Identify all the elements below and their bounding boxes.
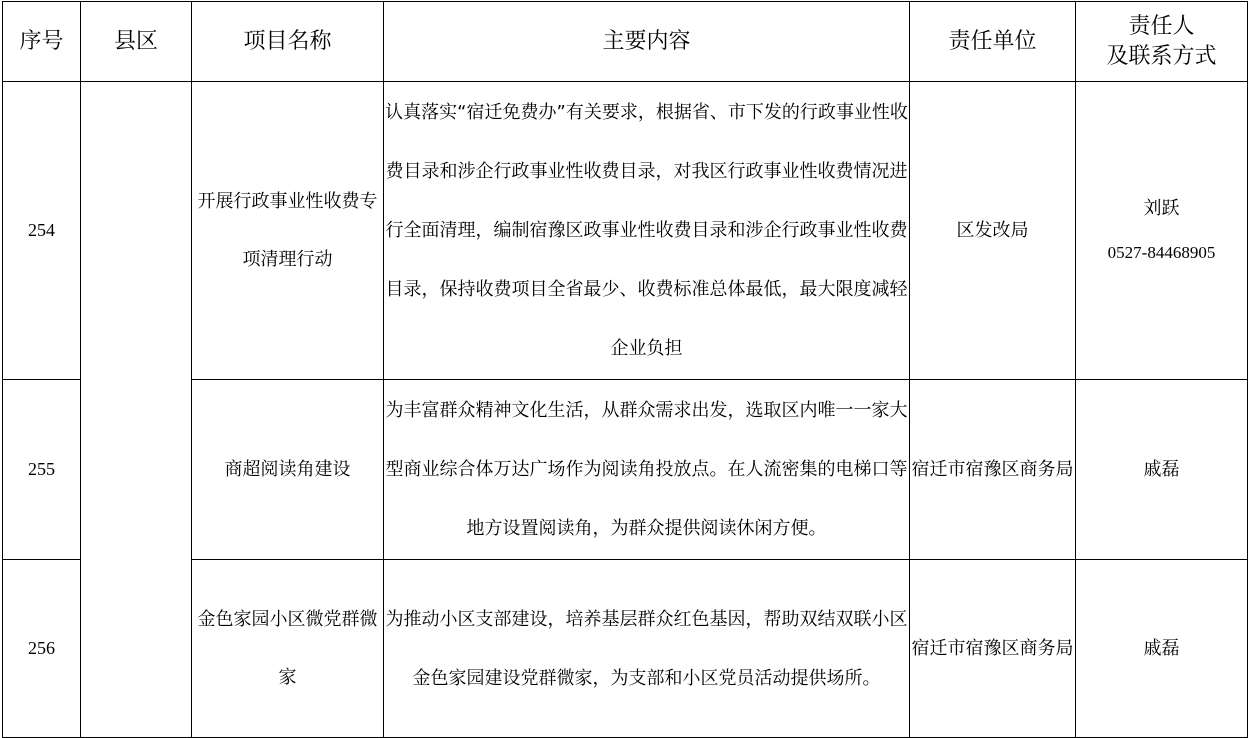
person-name: 刘跃	[1143, 197, 1180, 219]
row-person	[1076, 82, 1248, 380]
person-name: 戚磊	[1143, 637, 1180, 659]
header-project: 项目名称	[192, 2, 384, 82]
header-unit: 责任单位	[910, 2, 1076, 82]
row-content: 为推动小区支部建设，培养基层群众红色基因，帮助双结双联小区金色家园建设党群微家，为支部和小区党员活动提供场所。	[384, 560, 910, 738]
person-name: 戚磊	[1143, 458, 1180, 480]
header-county: 县区	[81, 2, 192, 82]
header-person-line2: 及联系方式	[1106, 43, 1217, 69]
row-content: 认真落实“宿迁免费办”有关要求，根据省、市下发的行政事业性收费目录和涉企行政事业性收费目录，对我区行政事业性收费情况进行全面清理，编制宿豫区政事业性收费目录和涉企行政事业性收费目录，保持收费项目全省最少、收费标准总体最低，最大限度减轻企业负担	[384, 82, 910, 380]
county-cell	[81, 82, 192, 738]
row-seq: 254	[3, 82, 81, 380]
row-unit: 区发改局	[910, 82, 1076, 380]
row-person	[1076, 380, 1248, 560]
row-unit: 宿迁市宿豫区商务局	[910, 560, 1076, 738]
row-project: 金色家园小区微党群微家	[192, 560, 384, 738]
header-row	[3, 2, 1248, 82]
row-unit: 宿迁市宿豫区商务局	[910, 380, 1076, 560]
table-row	[3, 82, 1248, 380]
person-phone: 0527-84468905	[1107, 242, 1216, 262]
header-seq: 序号	[3, 2, 81, 82]
row-project: 开展行政事业性收费专项清理行动	[192, 82, 384, 380]
project-table	[2, 1, 1248, 738]
row-seq: 255	[3, 380, 81, 560]
row-content: 为丰富群众精神文化生活，从群众需求出发，选取区内唯一一家大型商业综合体万达广场作为阅读角投放点。在人流密集的电梯口等地方设置阅读角，为群众提供阅读休闲方便。	[384, 380, 910, 560]
row-project: 商超阅读角建设	[192, 380, 384, 560]
header-person	[1076, 2, 1248, 82]
header-person-line1: 责任人	[1128, 13, 1195, 39]
row-seq: 256	[3, 560, 81, 738]
header-content: 主要内容	[384, 2, 910, 82]
row-person	[1076, 560, 1248, 738]
